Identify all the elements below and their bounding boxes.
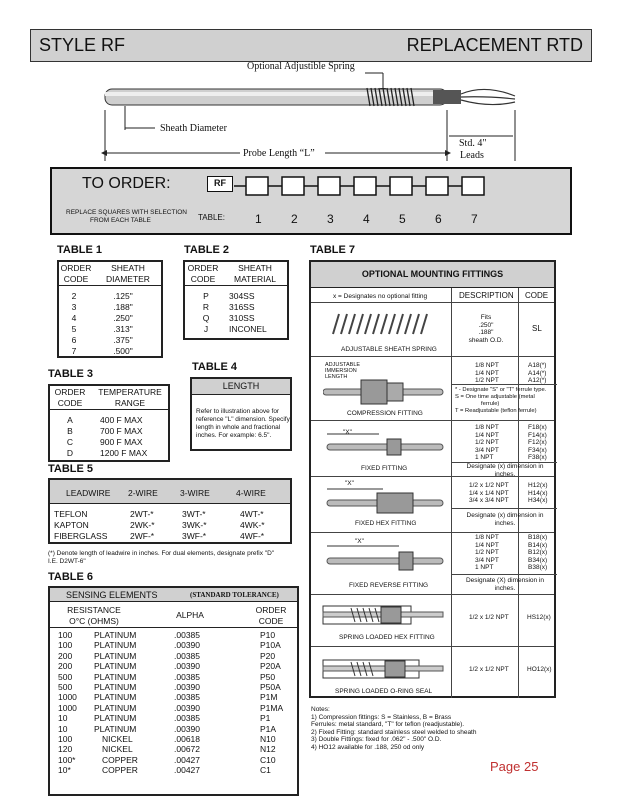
style-label: STYLE RF — [39, 35, 126, 55]
table5-header-3wire: 3-WIRE — [180, 488, 210, 498]
order-number-3: 3 — [327, 212, 334, 226]
compression-illustration — [323, 374, 447, 410]
spring-hex-size: 1/2 x 1/2 NPT — [469, 614, 509, 621]
table6-header-alpha: ALPHA — [176, 610, 204, 620]
hex-note: Designate (x) dimension in inches. — [466, 512, 544, 527]
compression-sizes: 1/8 NPT 1/4 NPT 1/2 NPT — [475, 362, 499, 385]
table4-title: TABLE 4 — [192, 361, 238, 373]
reverse-illustration — [323, 540, 447, 576]
table7-notes: Notes: 1) Compression fittings: S = Stainless, B = Brass Ferrules: metal standard, "T" for teflon (readjustable). 2) Fixed Fitting: standard stainless steel welded to sheath 3) Double Fittings: fixed for .062" - .500" O.D. 4) HO12 available for .188, 250 od only — [311, 706, 477, 751]
sheath-label: Sheath Diameter — [160, 123, 227, 134]
fixed-sizes: 1/8 NPT 1/4 NPT 1/2 NPT 3/4 NPT 1 NPT — [475, 424, 499, 462]
table2-header-code: ORDER CODE — [187, 263, 219, 284]
table5-col-2wire: 2WT-* 2WK-* 2WF-* — [130, 509, 155, 541]
spring-illustration — [329, 310, 433, 340]
spring-oring-illustration — [321, 652, 447, 686]
table5-col-4wire: 4WT-* 4WK-* 4WF-* — [240, 509, 265, 541]
spring-oring-size: 1/2 x 1/2 NPT — [469, 666, 509, 673]
table2-header-material: SHEATH MATERIAL — [234, 263, 276, 284]
table5-title: TABLE 5 — [48, 463, 94, 475]
spring-desc: Fits .250" .188" sheath O.D. — [468, 314, 504, 344]
table7 — [309, 260, 556, 698]
hex-sizes: 1/2 x 1/2 NPT 1/4 x 1/4 NPT 3/4 x 3/4 NPT — [469, 482, 509, 505]
table3-values: 400 F MAX 700 F MAX 900 F MAX 1200 F MAX — [100, 415, 148, 458]
order-number-4: 4 — [363, 212, 370, 226]
spring-caption: ADJUSTABLE SHEATH SPRING — [341, 346, 437, 353]
compression-notes: * - Designate "S" or "T" ferrule type. S = One time adjustable (metal ferrule) T = Readjustable (teflon ferrule) — [455, 387, 547, 414]
table7-header-code: CODE — [525, 291, 549, 300]
order-instruction-2: FROM EACH TABLE — [90, 217, 151, 224]
spring-oring-caption: SPRING LOADED O-RING SEAL — [335, 688, 433, 695]
table6-header-code: ORDER CODE — [255, 605, 287, 626]
spring-code: SL — [532, 324, 542, 333]
order-number-6: 6 — [435, 212, 442, 226]
spring-hex-illustration — [321, 600, 447, 632]
table4-text: Refer to illustration above for reference "L" dimension. Specify length in whole and fractional inches. For example: 6.5". — [196, 408, 290, 439]
spring-hex-code: HS12(x) — [527, 614, 551, 621]
page-header — [30, 29, 592, 62]
leads-label-1: Std. 4" — [459, 138, 487, 149]
order-number-1: 1 — [255, 212, 262, 226]
order-number-2: 2 — [291, 212, 298, 226]
order-instruction-1: REPLACE SQUARES WITH SELECTION — [66, 209, 187, 216]
order-box — [50, 167, 572, 235]
reverse-caption: FIXED REVERSE FITTING — [349, 582, 429, 589]
probe-transition — [433, 90, 461, 104]
hex-x-label: "X" — [345, 480, 354, 487]
spring-oring-code: HO12(x) — [527, 666, 552, 673]
table4 — [190, 377, 292, 451]
table7-banner: OPTIONAL MOUNTING FITTINGS — [311, 262, 554, 288]
table5-header-2wire: 2-WIRE — [128, 488, 158, 498]
table6-banner-right: (STANDARD TOLERANCE) — [190, 591, 279, 599]
table1-values: .125" .188" .250" .313" .375" .500" — [113, 291, 133, 356]
table2 — [183, 260, 289, 340]
table3-header-range: TEMPERATURE RANGE — [98, 387, 162, 408]
table6-col-ohms: 100 100 200 200 500 500 1000 1000 10 10 100 120 100* 10* — [58, 630, 77, 776]
hex-codes: H12(x) H14(x) H34(x) — [528, 482, 548, 505]
table3-codes: A B C D — [66, 415, 74, 458]
table6-header-resistance: RESISTANCE O°C (OHMS) — [67, 605, 121, 626]
table6 — [48, 586, 299, 796]
reverse-codes: B18(x) B14(x) B12(x) B34(x) B38(x) — [528, 534, 548, 572]
reverse-sizes: 1/8 NPT 1/4 NPT 1/2 NPT 3/4 NPT 1 NPT — [475, 534, 499, 572]
order-slots — [232, 175, 497, 199]
table4-header: LENGTH — [192, 379, 290, 395]
table1-codes: 2 3 4 5 6 7 — [71, 291, 77, 356]
hex-illustration — [323, 484, 447, 516]
order-number-5: 5 — [399, 212, 406, 226]
spring-hex-caption: SPRING LOADED HEX FITTING — [339, 634, 435, 641]
reverse-note: Designate (X) dimension in inches. — [465, 577, 545, 592]
order-prefix: RF — [207, 176, 233, 192]
fixed-codes: F18(x) F14(x) F12(x) F34(x) F38(x) — [528, 424, 547, 462]
order-number-7: 7 — [471, 212, 478, 226]
fixed-caption: FIXED FITTING — [361, 465, 408, 472]
table6-col-code: P10 P10A P20 P20A P50 P50A P1M P1MA P1 P1A N10 N12 C10 C1 — [260, 630, 284, 776]
table1-header-code: ORDER CODE — [60, 263, 92, 284]
table7-header-desc: DESCRIPTION — [459, 291, 514, 300]
table5-note-1: (*) Denote length of leadwire in inches. For dual elements, designate prefix "D" — [48, 550, 275, 557]
fixed-illustration — [323, 428, 447, 458]
leads-label-2: Leads — [460, 150, 484, 161]
table2-codes: P R Q J — [202, 291, 210, 334]
table1 — [57, 260, 163, 358]
table2-values: 304SS 316SS 310SS INCONEL — [229, 291, 267, 334]
spring-label: Optional Adjustible Spring — [247, 61, 355, 72]
table5 — [48, 478, 292, 544]
table6-col-material: PLATINUM PLATINUM PLATINUM PLATINUM PLATINUM PLATINUM PLATINUM PLATINUM PLATINUM PLATINUM NICKEL NICKEL COPPER COPPER — [94, 630, 138, 776]
table3-title: TABLE 3 — [48, 368, 94, 380]
table7-legend: x = Designates no optional fitting — [333, 293, 428, 300]
compression-caption: COMPRESSION FITTING — [347, 410, 423, 417]
table5-note-2: I.E. D2WT-6" — [48, 558, 86, 565]
hex-caption: FIXED HEX FITTING — [355, 520, 417, 527]
table5-header-4wire: 4-WIRE — [236, 488, 266, 498]
probe-length-label: Probe Length “L” — [243, 148, 315, 159]
table1-header-diameter: SHEATH DIAMETER — [106, 263, 150, 284]
page-number: Page 25 — [490, 759, 539, 774]
table3 — [48, 384, 170, 462]
fixed-x-label: "X" — [343, 429, 352, 436]
fixed-note: Designate (x) dimension in inches. — [466, 463, 544, 478]
table2-title: TABLE 2 — [184, 244, 230, 256]
page-title: REPLACEMENT RTD — [406, 35, 583, 55]
table3-header-code: ORDER CODE — [54, 387, 86, 408]
reverse-x-label: "X" — [355, 538, 364, 545]
table6-banner-left: SENSING ELEMENTS — [66, 590, 158, 600]
table1-title: TABLE 1 — [57, 244, 103, 256]
table5-col-leadwire: TEFLON KAPTON FIBERGLASS — [54, 509, 108, 541]
order-table-label: TABLE: — [198, 213, 225, 222]
compression-codes: A18(*) A14(*) A12(*) — [528, 362, 547, 385]
table6-col-alpha: .00385 .00390 .00385 .00390 .00385 .00390 .00385 .00390 .00385 .00390 .00618 .00672 .00427 .00427 — [174, 630, 200, 776]
order-title: TO ORDER: — [82, 175, 171, 192]
table5-header-leadwire: LEADWIRE — [66, 488, 111, 498]
table7-title: TABLE 7 — [310, 244, 356, 256]
probe-leads — [461, 89, 515, 104]
compression-label: ADJUSTABLE IMMERSION LENGTH — [325, 362, 361, 380]
table6-title: TABLE 6 — [48, 571, 94, 583]
table5-col-3wire: 3WT-* 3WK-* 3WF-* — [182, 509, 207, 541]
